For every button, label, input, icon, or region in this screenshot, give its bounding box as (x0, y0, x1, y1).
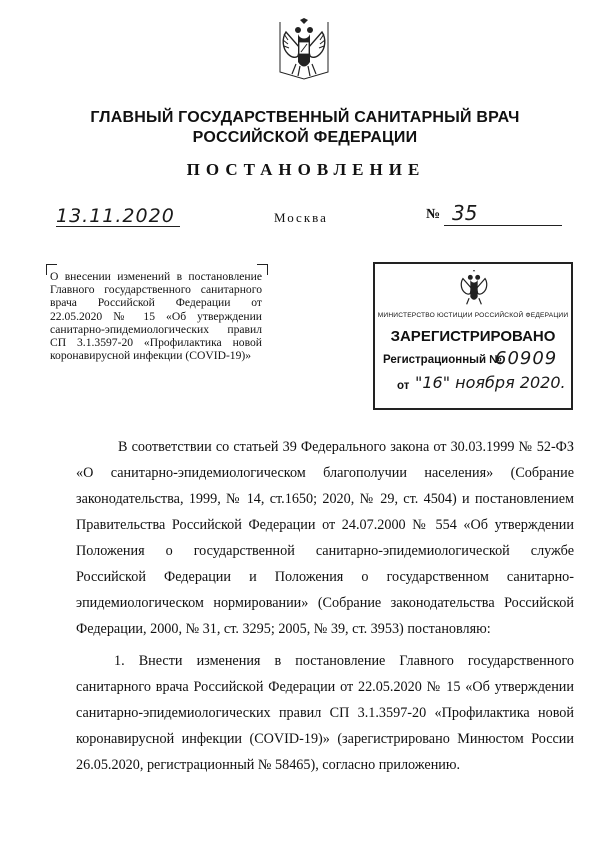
issuer-title-line1: ГЛАВНЫЙ ГОСУДАРСТВЕННЫЙ САНИТАРНЫЙ ВРАЧ (90, 109, 520, 126)
document-subject (50, 270, 262, 362)
document-number: 35 (444, 203, 562, 226)
stamp-registered: ЗАРЕГИСТРИРОВАНО (390, 328, 556, 345)
number-label: № (426, 207, 441, 222)
document-date: 13.11.2020 (56, 206, 180, 227)
document-body (76, 434, 574, 778)
issuer-title-line2: РОССИЙСКОЙ ФЕДЕРАЦИИ (192, 129, 418, 146)
stamp-ministry: МИНИСТЕРСТВО ЮСТИЦИИ РОССИЙСКОЙ ФЕДЕРАЦИИ (377, 312, 569, 319)
stamp-reg-date: "16" ноября 2020. (415, 373, 566, 392)
document-city: Москва (274, 210, 328, 225)
preamble-paragraph: В соответствии со статьей 39 Федерального закона от 30.03.1999 № 52-ФЗ «О санитарно-эпидемиологическом благополучии населения» (Собрание законодательства, 1999, № 14, ст.1650; 2020, № 29, ст. 4504) и постановлением Правительства Российской Федерации от 24.07.2000 № 554 «Об утверждении Положения о государственной санитарно-эпидемиологической службе Российской Федерации и Положения о государственном санитарно-эпидемиологическом нормировании» (Собрание законодательства Российской Федерации, 2000, № 31, ст. 3295; 2005, № 39, ст. 3953) постановляю: (76, 439, 574, 637)
russian-coat-of-arms-icon (278, 18, 330, 80)
stamp-reg-label: Регистрационный № (383, 354, 503, 366)
subject-text: О внесении изменений в постановление Главного государственного санитарного врача Российской Федерации от 22.05.2020 № 15 «Об утверждении санитарно-эпидемиологических правил СП 3.1.3597-20 «Профилактика новой коронавирусной инфекции (COVID-19)» (50, 270, 262, 363)
registration-stamp (373, 262, 573, 410)
document-type: ПОСТАНОВЛЕНИЕ (186, 160, 426, 179)
stamp-reg-number: 60909 (495, 348, 558, 369)
issuer-title (60, 108, 550, 148)
stamp-date-label: от (397, 380, 410, 392)
item-1-paragraph: 1. Внести изменения в постановление Главного государственного санитарного врача Российской Федерации от 22.05.2020 № 15 «Об утверждении санитарно-эпидемиологических правил СП 3.1.3597-20 «Профилактика новой коронавирусной инфекции (COVID-19)» (зарегистрировано Минюстом России 26.05.2020, регистрационный № 58465), согласно приложению. (76, 653, 574, 773)
bracket-right (257, 264, 268, 275)
russian-coat-of-arms-icon (457, 270, 491, 308)
bracket-left (46, 264, 57, 275)
